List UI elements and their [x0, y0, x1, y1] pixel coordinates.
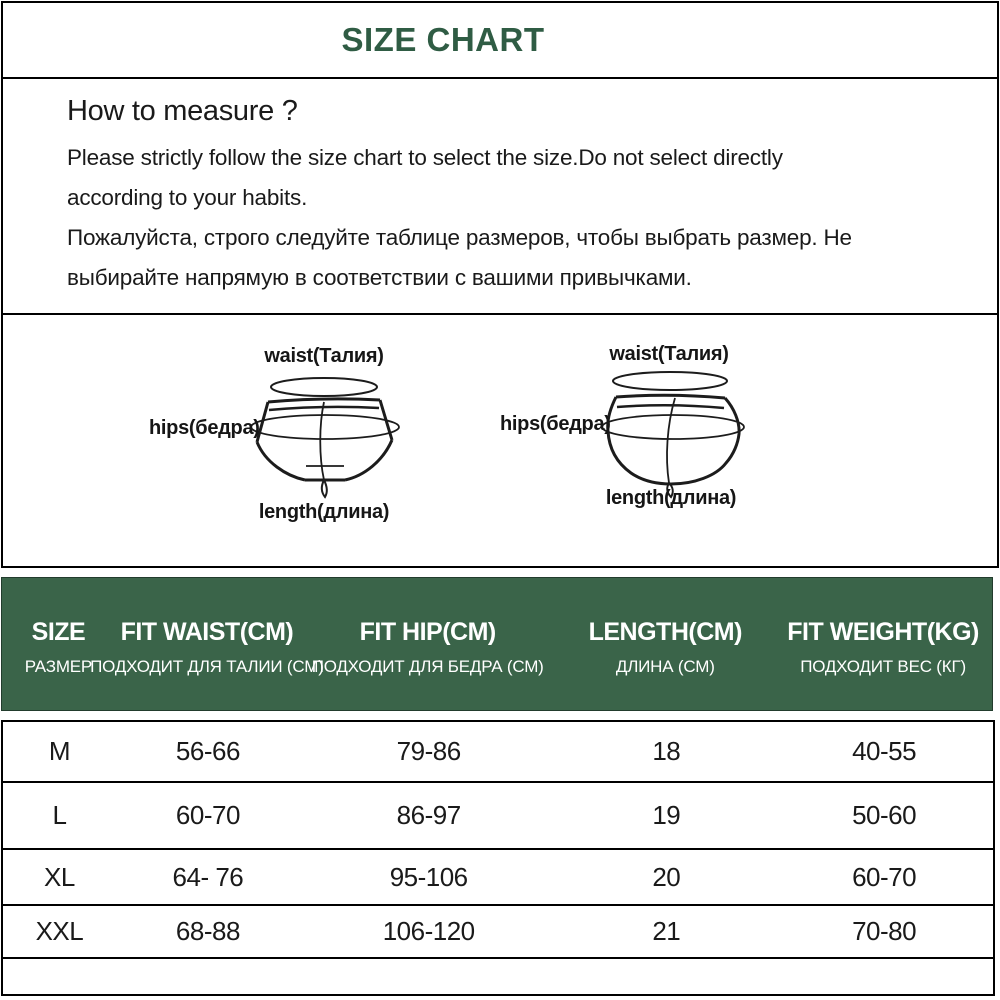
top-info-box	[1, 1, 999, 568]
left-length-label: length(длина)	[258, 501, 390, 523]
brief-diagram-icon	[251, 378, 399, 497]
header-cell-length	[556, 616, 774, 710]
table-row-l	[3, 781, 993, 848]
header-fit-hip-ru: ПОДХОДИТ ДЛЯ БЕДРА (СМ)	[311, 657, 544, 676]
header-length-en: LENGTH(CM)	[588, 618, 742, 646]
measure-line-ru-2: выбирайте напрямую в соответствии с вашими привычками.	[67, 265, 692, 290]
cell-length: 18	[652, 736, 681, 766]
table-row-m	[3, 722, 993, 781]
cell-waist: 56-66	[175, 736, 240, 766]
left-hips-label: hips(бедра)	[149, 417, 260, 439]
cell-waist: 68-88	[175, 916, 240, 946]
cell-size: M	[48, 736, 71, 766]
cell-hip: 106-120	[382, 916, 475, 946]
header-size-en: SIZE	[31, 618, 86, 646]
table-empty-row	[3, 957, 993, 994]
header-fit-hip-en: FIT HIP(CM)	[359, 618, 496, 646]
header-size-ru: РАЗМЕР	[24, 657, 93, 676]
title-section	[3, 3, 997, 77]
cell-waist: 60-70	[175, 800, 240, 830]
cell-weight: 40-55	[852, 736, 917, 766]
cell-hip: 79-86	[396, 736, 461, 766]
measurement-diagrams-section	[3, 313, 997, 566]
right-hips-label: hips(бедра)	[500, 413, 611, 435]
cell-length: 21	[652, 916, 681, 946]
table-row-xl	[3, 848, 993, 904]
cell-weight: 50-60	[852, 800, 917, 830]
header-cell-fit-hip	[299, 616, 556, 710]
cell-length: 20	[652, 861, 681, 892]
cell-hip: 95-106	[389, 861, 468, 892]
right-length-label: length(длина)	[605, 487, 737, 509]
cell-length: 19	[652, 800, 681, 830]
how-to-measure-text	[67, 138, 997, 298]
header-length-ru: ДЛИНА (СМ)	[615, 657, 715, 676]
header-fit-weight-ru: ПОДХОДИТ ВЕС (КГ)	[800, 657, 966, 676]
table-row-xxl	[3, 904, 993, 957]
cell-size: XXL	[35, 916, 84, 946]
measure-line-en-1: Please strictly follow the size chart to select the size.Do not select directly	[67, 145, 783, 170]
left-waist-label: waist(Талия)	[264, 345, 384, 367]
size-table-body	[1, 720, 995, 996]
cell-hip: 86-97	[396, 800, 461, 830]
measure-line-ru-1: Пожалуйста, строго следуйте таблице размеров, чтобы выбрать размер. Не	[67, 225, 852, 250]
cell-weight: 70-80	[852, 916, 917, 946]
cell-size: L	[52, 800, 67, 830]
page-title: SIZE CHART	[341, 21, 545, 58]
header-fit-waist-en: FIT WAIST(CM)	[120, 618, 294, 646]
right-waist-label: waist(Талия)	[609, 343, 729, 365]
cell-waist: 64- 76	[172, 861, 244, 892]
header-cell-fit-weight	[774, 616, 992, 710]
header-fit-weight-en: FIT WEIGHT(KG)	[787, 618, 979, 646]
size-table-header	[1, 577, 993, 711]
panties-diagrams-drawing	[3, 315, 997, 566]
how-to-measure-heading: How to measure ?	[67, 95, 298, 127]
cell-weight: 60-70	[852, 861, 917, 892]
header-cell-fit-waist	[90, 616, 324, 710]
header-fit-waist-ru: ПОДХОДИТ ДЛЯ ТАЛИИ (СМ)	[90, 657, 324, 676]
cell-size: XL	[44, 861, 75, 892]
boyshort-diagram-icon	[602, 372, 744, 497]
how-to-measure-section	[3, 77, 997, 313]
measure-line-en-2: according to your habits.	[67, 185, 308, 210]
